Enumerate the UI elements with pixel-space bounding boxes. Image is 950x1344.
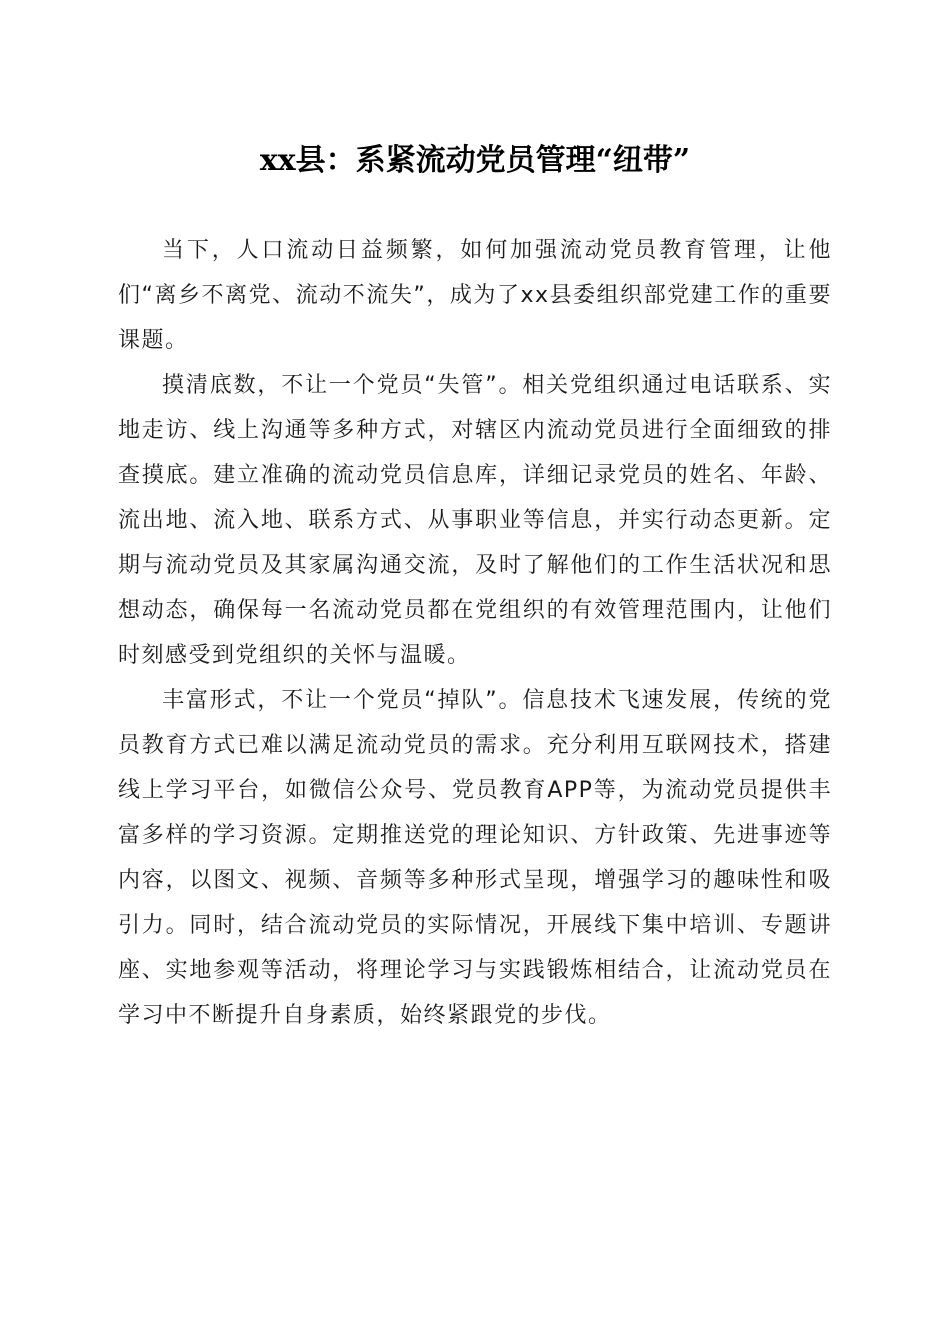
paragraph-education-forms: 丰富形式，不让一个党员“掉队”。信息技术飞速发展，传统的党员教育方式已难以满足流动党员的需求。充分利用互联网技术，搭建线上学习平台，如微信公众号、党员教育APP等，为流动党员提供丰富多样的学习资源。定期推送党的理论知识、方针政策、先进事迹等内容，以图文、视频、音频等多种形式呈现，增强学习的趣味性和吸引力。同时，结合流动党员的实际情况，开展线下集中培训、专题讲座、实地参观等活动，将理论学习与实践锻炼相结合，让流动党员在学习中不断提升自身素质，始终紧跟党的步伐。	[118, 688, 832, 1028]
paragraph-intro: 当下，人口流动日益频繁，如何加强流动党员教育管理，让他们“离乡不离党、流动不流失”，成为了xx县委组织部党建工作的重要课题。	[118, 238, 832, 353]
document-body	[118, 228, 832, 1038]
paragraph-baseline-survey: 摸清底数，不让一个党员“失管”。相关党组织通过电话联系、实地走访、线上沟通等多种方式，对辖区内流动党员进行全面细致的排查摸底。建立准确的流动党员信息库，详细记录党员的姓名、年龄、流出地、流入地、联系方式、从事职业等信息，并实行动态更新。定期与流动党员及其家属沟通交流，及时了解他们的工作生活状况和思想动态，确保每一名流动党员都在党组织的有效管理范围内，让他们时刻感受到党组织的关怀与温暖。	[118, 373, 832, 668]
document-title: xx县：系紧流动党员管理“纽带”	[259, 143, 691, 178]
